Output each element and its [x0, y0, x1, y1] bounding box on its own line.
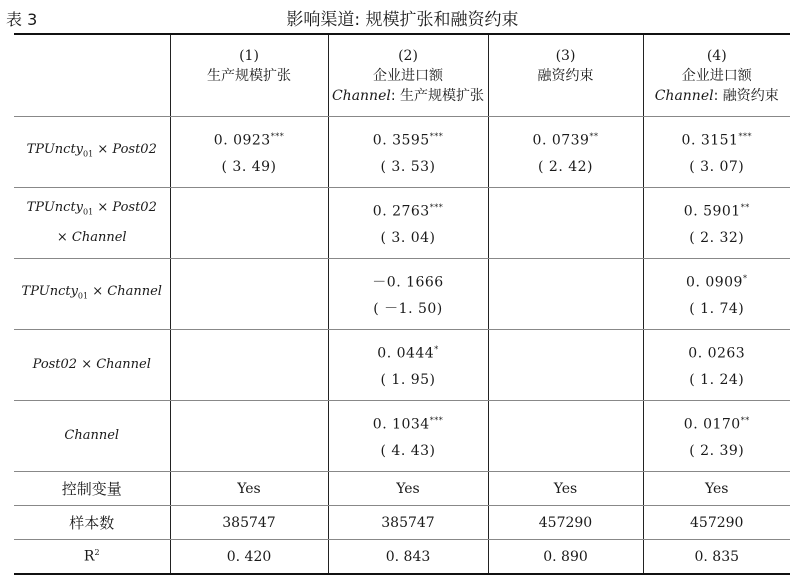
header-empty	[14, 34, 170, 117]
cell	[170, 401, 328, 472]
col-dep-var: 企业进口额	[373, 67, 443, 84]
cell: 0. 3151*** ( 3. 07)	[643, 117, 790, 188]
table-row	[14, 188, 790, 259]
row-label: $R^2$	[14, 540, 170, 575]
cell: 385747	[328, 506, 488, 540]
cell: 0. 843	[328, 540, 488, 575]
table-row	[14, 540, 790, 575]
cell: －0. 1666 ( －1. 50)	[328, 259, 488, 330]
cell: 0. 5901** ( 2. 32)	[643, 188, 790, 259]
col-header-3	[488, 34, 643, 117]
channel-prefix: Channel	[654, 87, 714, 104]
col-dep-var: 生产规模扩张	[207, 67, 291, 84]
table-row	[14, 330, 790, 401]
row-label: 控制变量	[14, 472, 170, 506]
cell: 457290	[643, 506, 790, 540]
cell	[488, 330, 643, 401]
row-label: TPUncty$_{01}$ × Post02 × Channel	[14, 188, 170, 259]
cell: 0. 835	[643, 540, 790, 575]
col-number: (1)	[239, 47, 259, 64]
table-caption	[0, 0, 805, 32]
header-row	[14, 34, 790, 117]
col-header-4	[643, 34, 790, 117]
table-row	[14, 472, 790, 506]
channel-prefix: Channel	[331, 87, 391, 104]
cell: 0. 1034*** ( 4. 43)	[328, 401, 488, 472]
regression-table	[14, 33, 790, 575]
cell	[488, 401, 643, 472]
cell: 0. 0909* ( 1. 74)	[643, 259, 790, 330]
cell: Yes	[643, 472, 790, 506]
col-number: (2)	[398, 47, 418, 64]
table-title: 影响渠道: 规模扩张和融资约束	[286, 10, 519, 30]
cell: 0. 0170** ( 2. 39)	[643, 401, 790, 472]
table-row	[14, 401, 790, 472]
col-dep-var: 企业进口额	[681, 67, 752, 84]
cell: 0. 0263 ( 1. 24)	[643, 330, 790, 401]
cell: 0. 0739** ( 2. 42)	[488, 117, 643, 188]
cell: Yes	[170, 472, 328, 506]
table-row	[14, 506, 790, 540]
channel-name: : 融资约束	[713, 87, 779, 104]
cell: 0. 2763*** ( 3. 04)	[328, 188, 488, 259]
row-label: TPUncty$_{01}$ × Post02	[14, 117, 170, 188]
cell	[170, 259, 328, 330]
col-header-1	[170, 34, 328, 117]
table-label: 表 3	[6, 10, 38, 29]
row-label: TPUncty$_{01}$ × Channel	[14, 259, 170, 330]
col-header-2	[328, 34, 488, 117]
col-number: (3)	[555, 47, 576, 64]
channel-name: : 生产规模扩张	[390, 87, 485, 104]
cell: 0. 890	[488, 540, 643, 575]
cell: 0. 0923*** ( 3. 49)	[170, 117, 328, 188]
cell	[170, 330, 328, 401]
cell: 0. 420	[170, 540, 328, 575]
row-label: Post02 × Channel	[14, 330, 170, 401]
cell	[170, 188, 328, 259]
cell: 457290	[488, 506, 643, 540]
cell: Yes	[328, 472, 488, 506]
cell	[488, 188, 643, 259]
col-dep-var: 融资约束	[537, 67, 594, 84]
row-label: 样本数	[14, 506, 170, 540]
cell: 0. 3595*** ( 3. 53)	[328, 117, 488, 188]
cell: 0. 0444* ( 1. 95)	[328, 330, 488, 401]
cell: 385747	[170, 506, 328, 540]
table-row	[14, 259, 790, 330]
cell: Yes	[488, 472, 643, 506]
col-number: (4)	[706, 47, 727, 64]
row-label: Channel	[14, 401, 170, 472]
table-row	[14, 117, 790, 188]
cell	[488, 259, 643, 330]
